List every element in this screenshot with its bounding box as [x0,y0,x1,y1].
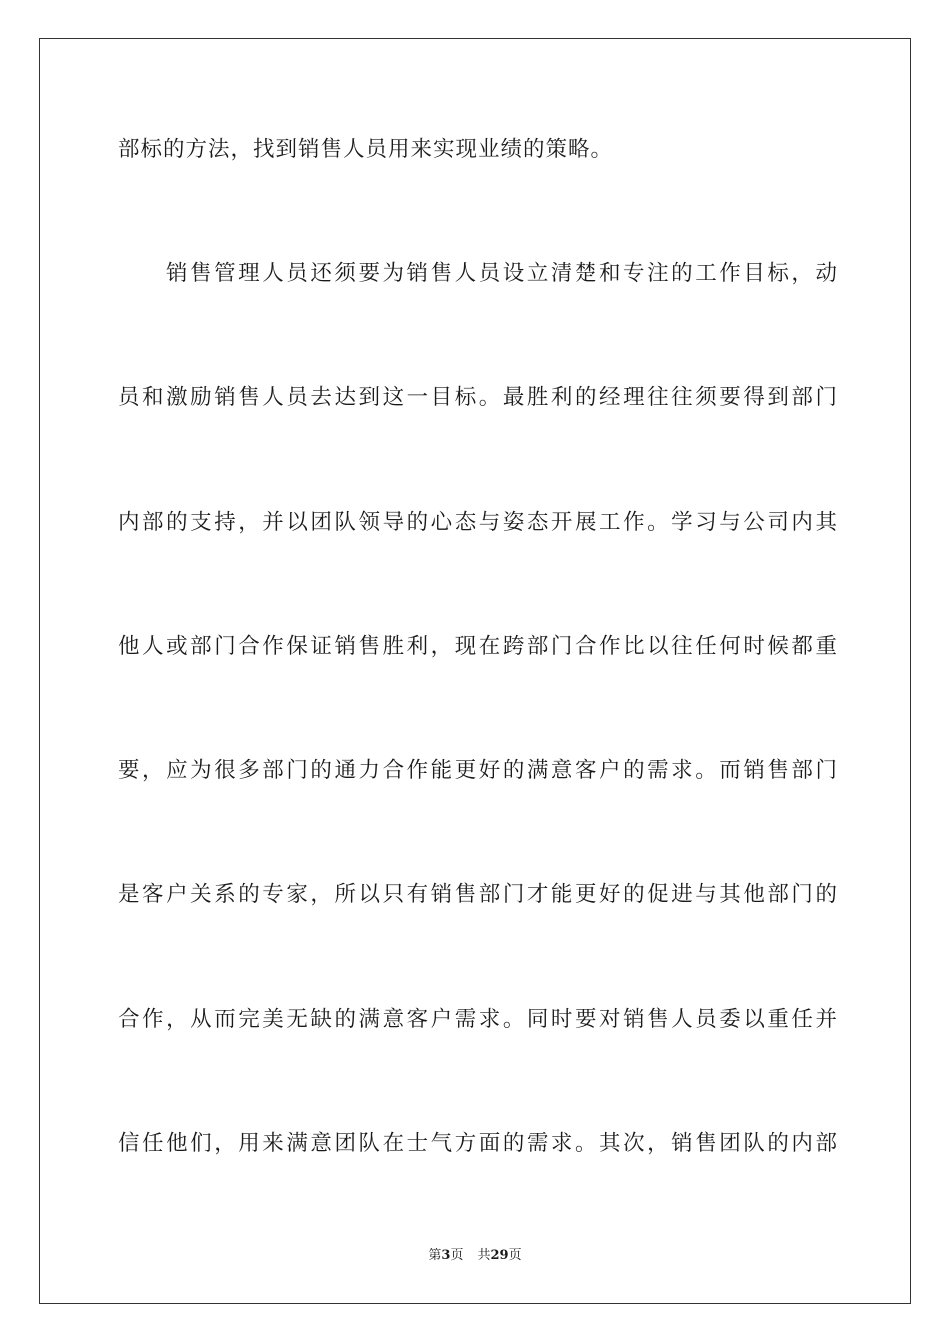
page-prefix: 第 [428,1248,442,1263]
page-footer [0,1246,950,1266]
body-text-line: 内部的支持，并以团队领导的心态与姿态开展工作。学习与公司内其 [118,510,838,535]
current-page-number: 3 [441,1248,451,1263]
body-text-line: 信任他们，用来满意团队在士气方面的需求。其次，销售团队的内部 [118,1131,838,1156]
body-text-line: 他人或部门合作保证销售胜利，现在跨部门合作比以往任何时候都重 [118,634,838,659]
body-text-line: 是客户关系的专家，所以只有销售部门才能更好的促进与其他部门的 [118,882,838,907]
body-text-line: 销售管理人员还须要为销售人员设立清楚和专注的工作目标，动 [166,261,838,286]
page-border [39,38,911,1304]
body-text-line: 员和激励销售人员去达到这一目标。最胜利的经理往往须要得到部门 [118,385,838,410]
total-suffix: 页 [508,1248,522,1263]
body-text-line: 合作，从而完美无缺的满意客户需求。同时要对销售人员委以重任并 [118,1007,838,1032]
page-suffix: 页 [450,1248,464,1263]
body-text-line: 部标的方法，找到销售人员用来实现业绩的策略。 [118,137,614,162]
total-prefix: 共 [477,1248,491,1263]
body-text-line: 要，应为很多部门的通力合作能更好的满意客户的需求。而销售部门 [118,758,838,783]
total-page-count: 29 [490,1248,509,1263]
